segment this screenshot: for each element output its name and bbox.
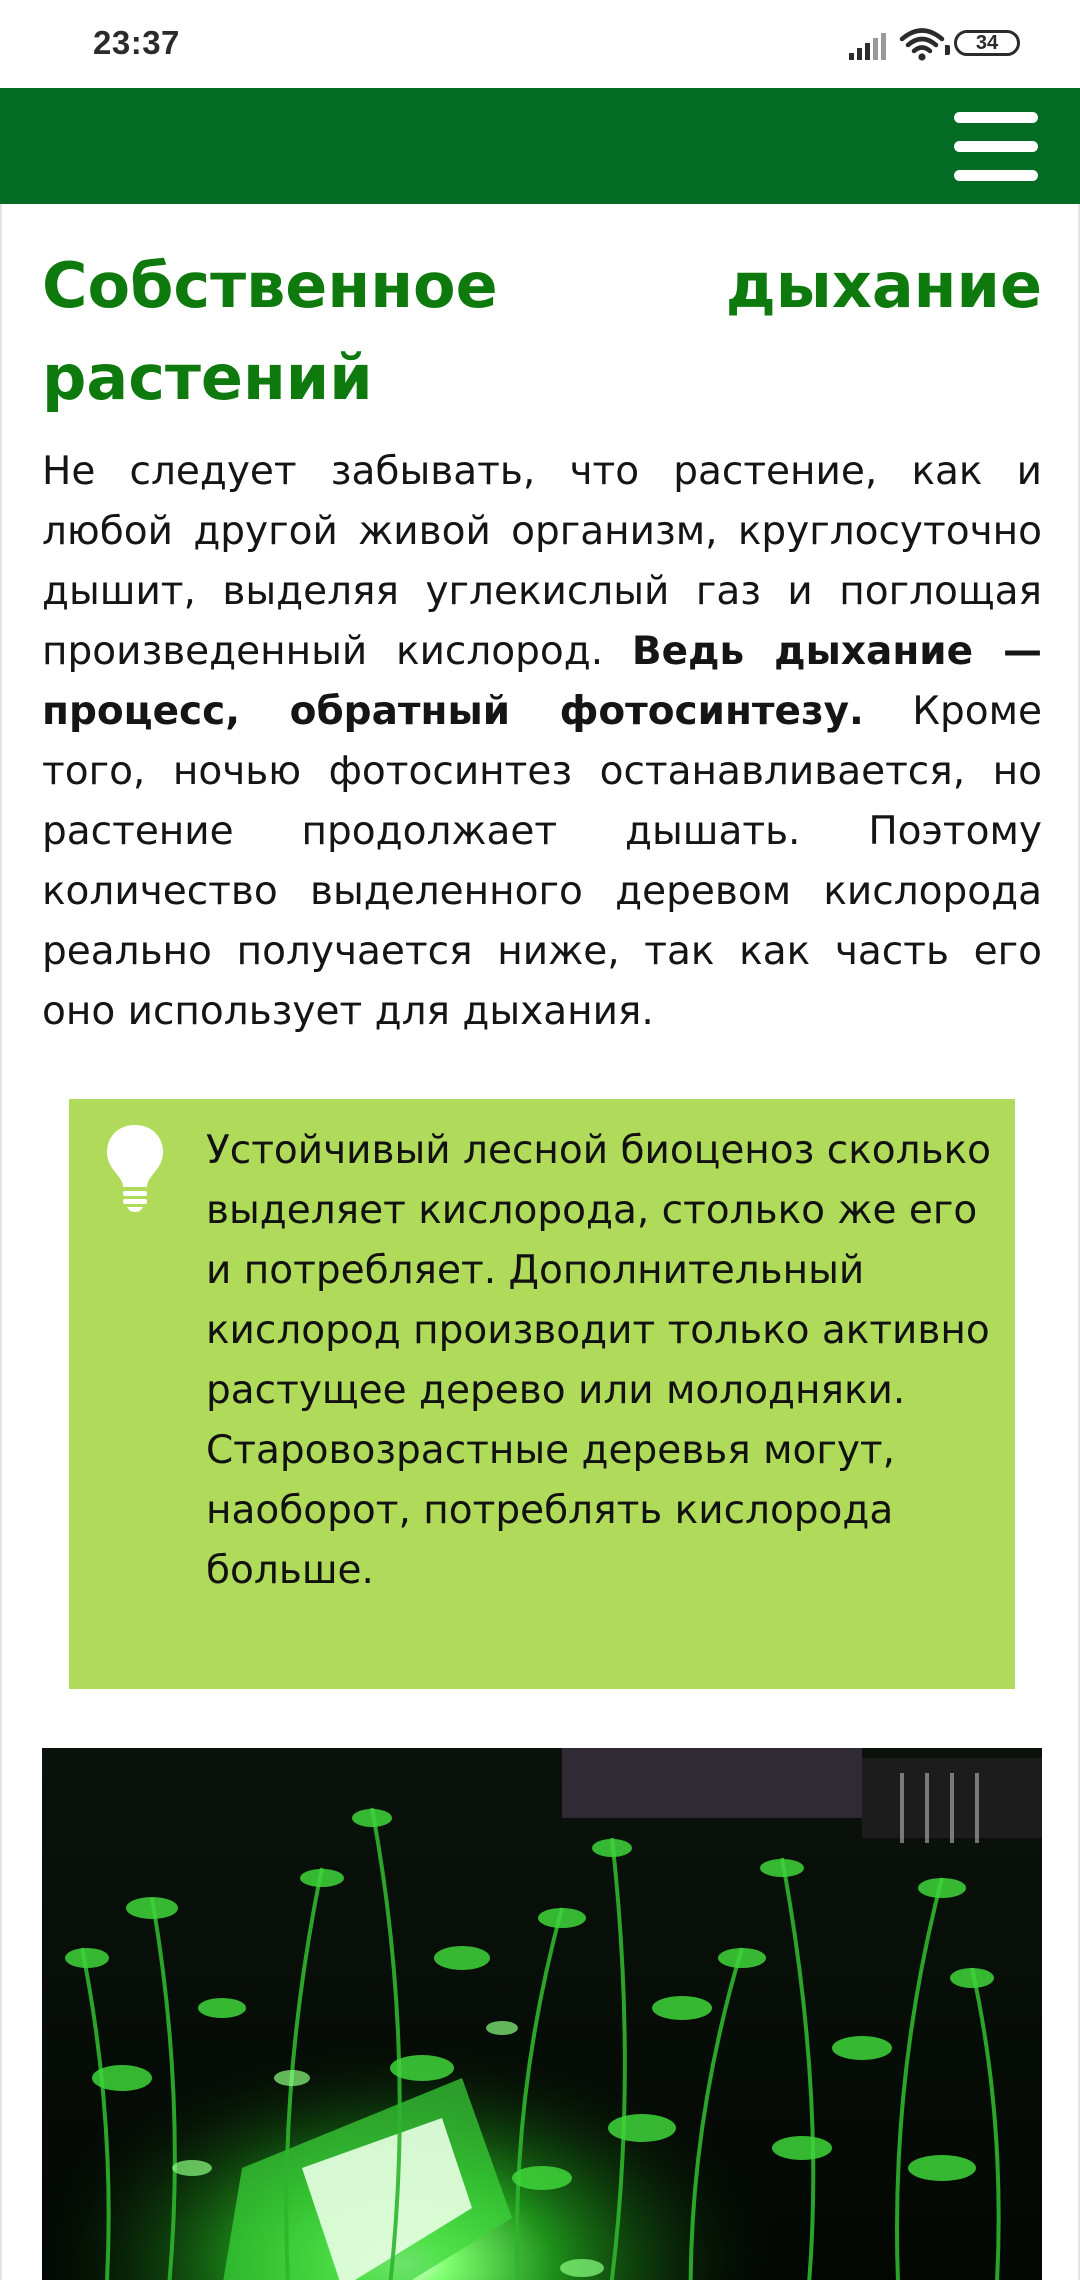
tip-box — [69, 1099, 1015, 1689]
site-header — [0, 88, 1080, 204]
hamburger-menu-icon[interactable] — [954, 112, 1038, 182]
status-bar — [0, 0, 1080, 88]
article-paragraph — [42, 442, 1042, 1042]
menu-line — [954, 141, 1038, 152]
menu-line — [954, 112, 1038, 123]
menu-line — [954, 170, 1038, 181]
battery-icon — [954, 30, 1020, 56]
page-title: Собственное дыхание растений — [42, 249, 1042, 414]
tip-text: Устойчивый лесной биоценоз сколько выделяет кислорода, столько же его и потребляет. Дополнительный кислород производит только активно растущее дерево или молодняки. Старовозрастные деревья могут, наоборот, потреблять кислорода больше. — [206, 1128, 991, 1593]
lightbulb-icon — [105, 1123, 165, 1213]
battery-nub — [945, 45, 950, 55]
paragraph-bold-text: Ведь дыхание — процесс, обратный фотосинтезу. — [42, 629, 1042, 734]
article-content — [0, 204, 1080, 2280]
battery-level: 34 — [975, 31, 999, 54]
paragraph-text: Не следует забывать, что растение, как и любой другой живой организм, круглосуточно дышит, выделяя углекислый газ и поглощая произведенный кислород. — [42, 449, 1042, 674]
status-time: 23:37 — [93, 24, 180, 61]
wifi-icon — [899, 28, 945, 62]
paragraph-text-continued: Кроме того, ночью фотосинтез останавливается, но растение продолжает дышать. Поэтому количество выделенного деревом кислорода реально получается ниже, так как часть его оно использует для дыхания. — [42, 689, 1042, 1034]
plant-photo-image — [42, 1748, 1042, 2280]
signal-icon — [849, 32, 891, 60]
plant-photo — [42, 1748, 1042, 2280]
